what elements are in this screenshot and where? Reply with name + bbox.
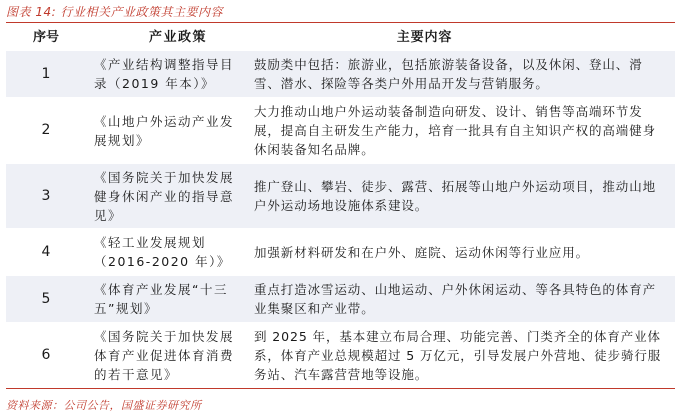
- table-row: [6, 50, 675, 97]
- table-caption: 图表 14: 行业相关产业政策其主要内容: [6, 5, 223, 19]
- header-policy: 产业政策: [148, 29, 207, 45]
- row-no: 1: [41, 65, 51, 82]
- row-content: 加强新材料研发和在户外、庭院、运动休闲等行业应用。: [254, 244, 590, 260]
- row-content: 重点打造冰雪运动、山地运动、户外休闲运动、等各具特色的体育产业集聚区和产业带。: [254, 282, 657, 316]
- row-no: 6: [41, 347, 51, 363]
- row-content: 到 2025 年，基本建立布局合理、功能完善、门类齐全的体育产业体系，体育产业总规模超过 5 万亿元，引导发展户外营地、徒步骑行服务站、汽车露营营地等设施。: [254, 329, 662, 382]
- row-no: 5: [41, 290, 51, 307]
- row-policy: 《山地户外运动产业发展规划》: [94, 113, 235, 148]
- table-row: [6, 97, 675, 163]
- row-content: 大力推动山地户外运动装备制造向研发、设计、销售等高端环节发展，提高自主研发生产能力，培育一批具有自主知识产权的高端健身休闲装备知名品牌。: [254, 104, 657, 157]
- row-no: 4: [41, 243, 51, 260]
- policy-table: [6, 22, 675, 389]
- table-header-row: [6, 23, 675, 50]
- table-row: [6, 163, 675, 228]
- table-row: [6, 275, 675, 322]
- row-no: 3: [41, 187, 51, 204]
- row-policy: 《体育产业发展“十三五”规划》: [94, 282, 228, 316]
- header-content: 主要内容: [396, 29, 453, 45]
- row-content: 推广登山、攀岩、徒步、露营、拓展等山地户外运动项目，推动山地户外运动场地设施体系建设。: [254, 179, 657, 213]
- row-policy: 《轻工业发展规划（2016-2020 年）》: [94, 235, 231, 269]
- row-policy: 《产业结构调整指导目录（2019 年本）》: [94, 57, 235, 91]
- header-no: 序号: [32, 29, 59, 45]
- row-no: 2: [41, 122, 51, 138]
- row-policy: 《国务院关于加快发展健身休闲产业的指导意见》: [94, 169, 235, 223]
- source-note: 资料来源：公司公告，国盛证券研究所: [6, 399, 202, 412]
- row-content: 鼓励类中包括：旅游业，包括旅游装备设备，以及休闲、登山、滑雪、潜水、探险等各类户外用品开发与营销服务。: [254, 57, 643, 91]
- table-row: [6, 228, 675, 275]
- table-row: [6, 322, 675, 388]
- row-policy: 《国务院关于加快发展体育产业促进体育消费的若干意见》: [94, 329, 235, 382]
